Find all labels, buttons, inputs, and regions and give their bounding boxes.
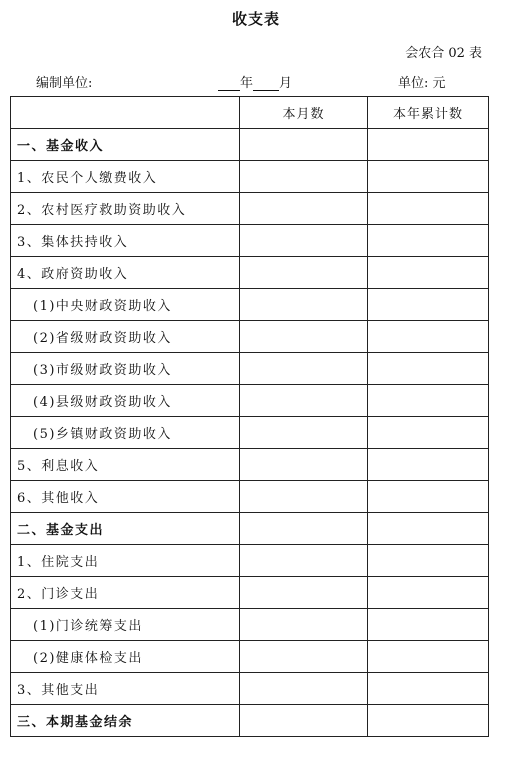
year-to-date-cell [368, 641, 489, 673]
current-month-cell [240, 385, 368, 417]
table-row [11, 673, 489, 705]
current-month-cell [240, 353, 368, 385]
current-month-cell [240, 129, 368, 161]
current-month-cell [240, 705, 368, 737]
year-to-date-cell [368, 289, 489, 321]
table-row [11, 257, 489, 289]
row-item-label: 5、利息收入 [11, 449, 240, 481]
year-to-date-cell [368, 417, 489, 449]
month-label: 月 [279, 76, 293, 91]
row-item-label: 1、住院支出 [11, 545, 240, 577]
year-to-date-cell [368, 513, 489, 545]
current-month-cell [240, 321, 368, 353]
row-item-label: (2)省级财政资助收入 [11, 321, 240, 353]
table-row [11, 385, 489, 417]
header-current-month: 本月数 [240, 97, 368, 129]
current-month-cell [240, 417, 368, 449]
year-to-date-cell [368, 577, 489, 609]
current-month-cell [240, 641, 368, 673]
table-row [11, 417, 489, 449]
row-item-label: (5)乡镇财政资助收入 [11, 417, 240, 449]
year-to-date-cell [368, 385, 489, 417]
current-month-cell [240, 609, 368, 641]
current-month-cell [240, 577, 368, 609]
year-to-date-cell [368, 225, 489, 257]
year-to-date-cell [368, 129, 489, 161]
header-item [11, 97, 240, 129]
table-row [11, 353, 489, 385]
report-period [218, 72, 292, 91]
row-item-label: 4、政府资助收入 [11, 257, 240, 289]
year-to-date-cell [368, 705, 489, 737]
table-row [11, 545, 489, 577]
year-to-date-cell [368, 193, 489, 225]
current-month-cell [240, 481, 368, 513]
current-month-cell [240, 257, 368, 289]
table-row [11, 129, 489, 161]
row-item-label: 2、门诊支出 [11, 577, 240, 609]
table-body [11, 129, 489, 737]
income-expense-table [10, 96, 489, 737]
current-month-cell [240, 673, 368, 705]
prepared-by-label: 编制单位: [36, 76, 93, 91]
year-to-date-cell [368, 161, 489, 193]
current-month-cell [240, 545, 368, 577]
row-item-label: 1、农民个人缴费收入 [11, 161, 240, 193]
year-to-date-cell [368, 545, 489, 577]
current-month-cell [240, 513, 368, 545]
row-item-label: (4)县级财政资助收入 [11, 385, 240, 417]
table-row [11, 641, 489, 673]
year-label: 年 [240, 76, 254, 91]
row-item-label: 3、其他支出 [11, 673, 240, 705]
current-month-cell [240, 289, 368, 321]
current-month-cell [240, 449, 368, 481]
year-to-date-cell [368, 449, 489, 481]
report-meta-row [0, 72, 512, 92]
currency-unit-label: 单位: 元 [398, 76, 446, 91]
table-row [11, 705, 489, 737]
header-year-to-date: 本年累计数 [368, 97, 489, 129]
table-row [11, 161, 489, 193]
row-item-label: (3)市级财政资助收入 [11, 353, 240, 385]
row-item-label: 2、农村医疗救助资助收入 [11, 193, 240, 225]
table-row [11, 513, 489, 545]
row-item-label: 3、集体扶持收入 [11, 225, 240, 257]
table-row [11, 193, 489, 225]
row-item-label: (2)健康体检支出 [11, 641, 240, 673]
row-item-label: 一、基金收入 [11, 129, 240, 161]
year-to-date-cell [368, 353, 489, 385]
table-row [11, 609, 489, 641]
table-header-row [11, 97, 489, 129]
table-row [11, 289, 489, 321]
year-to-date-cell [368, 481, 489, 513]
year-to-date-cell [368, 257, 489, 289]
table-row [11, 225, 489, 257]
year-to-date-cell [368, 321, 489, 353]
row-item-label: 6、其他收入 [11, 481, 240, 513]
current-month-cell [240, 161, 368, 193]
row-item-label: (1)门诊统筹支出 [11, 609, 240, 641]
table-row [11, 449, 489, 481]
year-to-date-cell [368, 609, 489, 641]
table-row [11, 481, 489, 513]
table-row [11, 577, 489, 609]
current-month-cell [240, 193, 368, 225]
year-to-date-cell [368, 673, 489, 705]
year-blank [218, 76, 240, 91]
current-month-cell [240, 225, 368, 257]
month-blank [253, 76, 279, 91]
row-item-label: 二、基金支出 [11, 513, 240, 545]
form-code: 会农合 02 表 [405, 46, 482, 61]
row-item-label: 三、本期基金结余 [11, 705, 240, 737]
row-item-label: (1)中央财政资助收入 [11, 289, 240, 321]
table-row [11, 321, 489, 353]
document-title: 收支表 [231, 10, 280, 28]
